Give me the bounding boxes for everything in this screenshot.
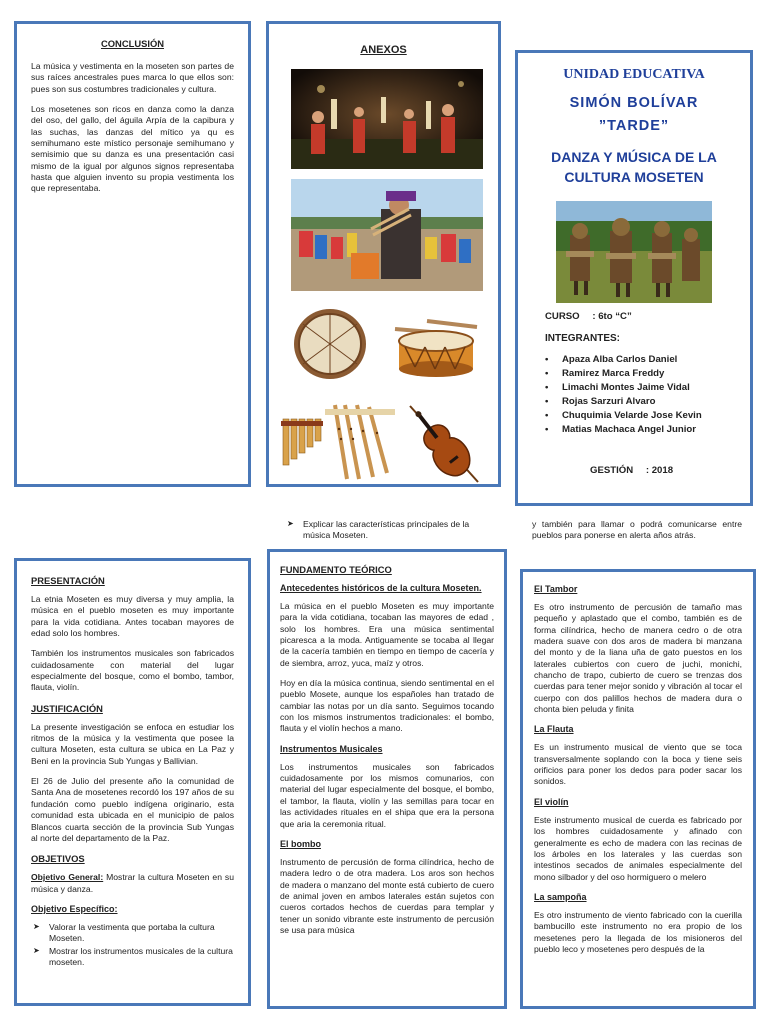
fundamento-paragraph-2: Hoy en día la música continua, siendo sentimental en el pueblo Mosete, aunque los españoles han tratado de cambiar las notas por un día santo. Seguimos tocando con los mismos instrumentos tradicionales: el bombo, flauta y el violín hechos a mano. (280, 678, 494, 734)
objetivo-general (31, 872, 234, 895)
flauta-text: Es un instrumento musical de viento que se toca transversalmente soplando con la boca y tiene seis orificios para poner los dedos para poder sacar los sonidos. (534, 742, 742, 787)
justificacion-title: JUSTIFICACIÓN (31, 702, 103, 714)
integrantes-label: INTEGRANTES: (545, 333, 620, 344)
festival-photo (291, 179, 483, 291)
antecedentes-title: Antecedentes históricos de la cultura Moseten. (280, 583, 482, 593)
cover-panel (515, 50, 753, 506)
member-item: • Apaza Alba Carlos Daniel (540, 353, 702, 367)
fundamento-title: FUNDAMENTO TEÓRICO (280, 564, 392, 575)
school-line-3: ”TARDE” (598, 118, 670, 134)
presentacion-title: PRESENTACIÓN (31, 575, 105, 586)
objetivo-especifico-label: Objetivo Específico: (31, 903, 118, 914)
flauta-title: La Flauta (534, 724, 574, 735)
cover-title: DANZA Y MÚSICA DE LA CULTURA MOSETEN (551, 149, 717, 185)
tambor-drum-image (387, 311, 483, 381)
instrument-continuation: y también para llamar o podrá comunicarse entre pueblos para ponerse en alerta años atrás. (532, 519, 742, 541)
violin-title: El violín (534, 796, 569, 807)
justificacion-paragraph-2: El 26 de Julio del presente año la comunidad de Santa Ana de mosetenes recordó los 197 años de su fundación como pueblo indígena originario, esta comunidad esta ubicada en el municipio de palos Blancos cuarta sección de la provincia Sub Yungas al norte del departamento de la Paz. (31, 776, 234, 843)
objetivo-general-label: Objetivo General: (31, 872, 104, 883)
tambor-text: Es otro instrumento de percusión de tamaño mas pequeño y aplastado que el combo, también es de forma cilíndrica, hecho de manera cedro o de otra madera suave con dos aros de madera bi manzana del monto y de la liana uña de gato puestos en los laterales cubiertos con cuero de juchi, monichi, chancho de trapo, cubierto de cuero se trenzas dos cuerdas para tener mejor sonido y vibración al tocar el cuerpo con dos palillos hechos de madera dura o chonta bien peluda y finita (534, 602, 742, 715)
dance-photo-night (291, 69, 483, 169)
conclusion-paragraph-1: La música y vestimenta en la moseten son partes de sus raíces ancestrales pues marca lo que ellos son: pues son sus costumbres tradicionales y cultura. (31, 61, 234, 94)
conclusion-panel (14, 21, 251, 487)
objective-item: ➤ Mostrar los instrumentos musicales de la cultura moseten. (31, 946, 234, 968)
conclusion-title: CONCLUSIÓN (100, 38, 165, 49)
violin-text: Este instrumento musical de cuerda es fabricado por los hombres cuidadosamente y afinado con generalmente es echo de madera con las recinas de los árboles en los laterales y las cuerdas son intestinos secados de animales especialmente del mono silbador y del oso hormiguero o melero (534, 814, 742, 882)
justificacion-paragraph-1: La presente investigación se enfoca en estudiar los ritmos de la música y la vestimenta que posee la cultura Moseten, esta cultura se ubica en La Paz y Beni en la provincia Sub Yungas y Ballivian. (31, 721, 234, 766)
conclusion-paragraph-2: Los mosetenes son ricos en danza como la danza del oso, del gallo, del águila Arpía de la capibura y las suchas, las danzas del mítico ya qu es semihumano este místico personaje semihumano y semisimio que su danza es una presentación casi mismo de la igual por algunos signos representaba hasta que alguien invento su propia vestimenta los que representaba. (31, 104, 234, 194)
member-item: • Limachi Montes Jaime Vidal (540, 381, 702, 395)
curso-row (545, 311, 632, 322)
sampona-flutes-image (279, 399, 397, 485)
objetivo-general-text: Mostrar la cultura Moseten en su música y danza. (31, 872, 234, 894)
members-list (540, 353, 702, 436)
gestion-value: : 2018 (645, 465, 674, 476)
gestion-row (590, 465, 673, 476)
member-item: • Rojas Sarzuri Alvaro (540, 395, 702, 409)
gestion-label: GESTIÓN (590, 465, 634, 476)
tambor-title: El Tambor (534, 584, 578, 594)
bombo-title: El bombo (280, 838, 321, 849)
objetivos-title: OBJETIVOS (31, 853, 85, 865)
sampona-title: La sampoña (534, 891, 587, 902)
sampona-text: Es otro instrumento de viento fabricado con la cuerilla bambucillo este instrumento no era propio de los mesetenes pero la llegada de los misioneros del pueblo leco y mosetenes pero después de la (534, 909, 742, 954)
objective-item: ➤ Valorar la vestimenta que portaba la cultura Moseten. (31, 922, 234, 944)
curso-label: CURSO (545, 311, 580, 322)
instrumentos-title: Instrumentos Musicales (280, 743, 383, 754)
fundamento-paragraph-3: Los instrumentos musicales son fabricados cuidadosamente por los mismos comunarios, con material del lugar especialmente del bosque, el bombo, el tambor, la flauta, violín y las semillas para tocar en las actividades rituales en el shipa que era la persona que aria la ceremonia ritual. (280, 761, 494, 829)
fundamento-paragraph-1: La música en el pueblo Moseten es muy importante para la vida cotidiana, tocaban las mayores de edad , solo los hombres. Era una música sentimental picaresca a la moda. Antiguamente se tocaba al llegar de la cacería también en tiempo en tiempo de cacería y de siembra, arroz, yuca, maíz y otros. (280, 601, 494, 668)
instruments-panel (520, 569, 756, 1009)
presentacion-paragraph-2: También los instrumentos musicales son fabricados cuidadosamente con material del lugar especialmente del bosque, como el bombo, tambor, flauta, violín. (31, 648, 234, 693)
fundamento-panel (267, 549, 507, 1009)
presentation-panel (14, 558, 251, 1006)
fundamento-paragraph-4: Instrumento de percusión de forma cilíndrica, hecho de madera ledro o de otra madera. Los aros son hechos de madera o manzano del monte está cubierto de cuero de animal joven en ambos laterales están sujetos con cueros cortados hechos de cuerdas para templar y tener un sonido vibrante este instrumento de percusión se usa para música (280, 856, 494, 935)
cover-dance-photo (556, 201, 712, 303)
member-item: • Matias Machaca Angel Junior (540, 423, 702, 437)
curso-value: : 6to “C” (592, 311, 632, 322)
presentacion-paragraph-1: La etnia Moseten es muy diversa y muy amplia, la música en el pueblo moseten es muy importante para la vida cotidiana. Antes tocaban mayores de edad solo los hombres. (31, 594, 234, 639)
violin-image (404, 402, 492, 490)
anexos-panel (266, 21, 501, 487)
objective-continuation (285, 519, 490, 543)
member-item: • Ramirez Marca Freddy (540, 367, 702, 381)
objective-item: ➤ Explicar las características principales de la música Moseten. (285, 519, 490, 541)
anexos-title: ANEXOS (360, 44, 407, 56)
member-item: • Chuquimia Velarde Jose Kevin (540, 409, 702, 423)
objetivos-list (31, 922, 234, 969)
bombo-drum-image (289, 304, 371, 382)
school-line-1: UNIDAD EDUCATIVA (563, 67, 705, 82)
school-line-2: SIMÓN BOLÍVAR (569, 95, 699, 111)
